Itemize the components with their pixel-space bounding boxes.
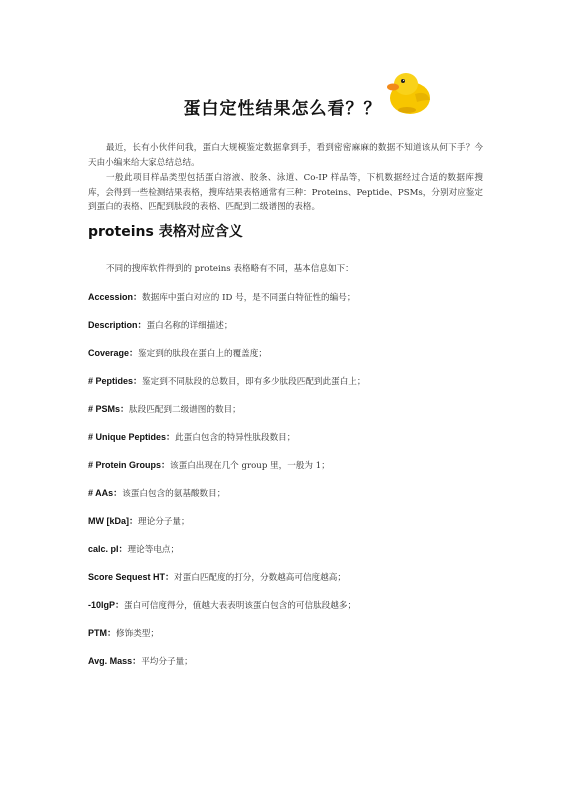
section-intro: 不同的搜库软件得到的 proteins 表格略有不同，基本信息如下：	[106, 264, 354, 274]
definition-desc: 蛋白名称的详细描述；	[146, 321, 233, 331]
definition-desc: 该蛋白包含的氨基酸数目；	[122, 489, 226, 499]
definition-desc: 理论等电点；	[127, 545, 180, 555]
definition-desc: 数据库中蛋白对应的 ID 号，是不同蛋白特征性的编号；	[142, 293, 356, 303]
definition-desc: 该蛋白出现在几个 group 里，一般为 1；	[170, 461, 330, 471]
definition-term: Description：	[88, 320, 147, 330]
page-title: 蛋白定性结果怎么看？？	[183, 99, 382, 119]
definition-desc: 鉴定到的肽段在蛋白上的覆盖度；	[138, 349, 267, 359]
definition-term: Coverage：	[88, 348, 139, 358]
definition-term: PTM：	[88, 628, 116, 638]
definition-term: # Unique Peptides：	[88, 432, 176, 442]
definition-term: Accession：	[88, 292, 143, 302]
definition-term: -10lgP：	[88, 600, 125, 610]
definition-desc: 此蛋白包含的特异性肽段数目；	[175, 433, 296, 443]
definition-item	[88, 626, 159, 639]
definition-desc: 修饰类型；	[116, 629, 159, 639]
definition-item	[88, 654, 193, 667]
section-heading: proteins 表格对应含义	[88, 224, 243, 240]
definition-item	[88, 458, 330, 471]
definition-term: # AAs：	[88, 488, 123, 498]
definition-item	[88, 598, 356, 611]
definition-item	[88, 514, 190, 527]
definition-item	[88, 374, 365, 387]
definition-item	[88, 486, 225, 499]
definition-desc: 鉴定到不同肽段的总数目，即有多少肽段匹配到此蛋白上；	[142, 377, 366, 387]
definition-desc: 蛋白可信度得分，值越大表表明该蛋白包含的可信肽段越多；	[124, 601, 357, 611]
definition-item	[88, 318, 232, 331]
description-paragraph: 一般此项目样品类型包括蛋白溶液、胶条、泳道、Co-IP 样品等，下机数据经过合适的数据库搜库，会得到一些检测结果表格，搜库结果表格通常有三种：Proteins、Peptide、PSMs，分别对应鉴定到蛋白的表格、匹配到肽段的表格、匹配到二级谱图的表格。	[88, 173, 483, 212]
definition-term: calc. pI：	[88, 544, 128, 554]
definition-desc: 对蛋白匹配度的打分，分数越高可信度越高；	[174, 573, 346, 583]
definition-item	[88, 290, 355, 303]
definition-item	[88, 430, 295, 443]
definition-desc: 平均分子量；	[141, 657, 193, 667]
definition-term: Score Sequest HT：	[88, 572, 175, 582]
definition-item	[88, 346, 267, 359]
definition-item	[88, 542, 179, 555]
definition-term: # Protein Groups：	[88, 460, 171, 470]
intro-paragraph: 最近，长有小伙伴问我，蛋白大规模鉴定数据拿到手，看到密密麻麻的数据不知道该从何下手？今天由小编来给大家总结总结。	[88, 143, 483, 168]
definition-desc: 理论分子量；	[138, 517, 190, 527]
definition-item	[88, 570, 346, 583]
definition-term: # Peptides：	[88, 376, 143, 386]
definition-term: # PSMs：	[88, 404, 130, 414]
definition-term: MW [kDa]：	[88, 516, 138, 526]
definition-desc: 肽段匹配到二级谱图的数目；	[129, 405, 241, 415]
definition-item	[88, 402, 241, 415]
definition-term: Avg. Mass：	[88, 656, 142, 666]
